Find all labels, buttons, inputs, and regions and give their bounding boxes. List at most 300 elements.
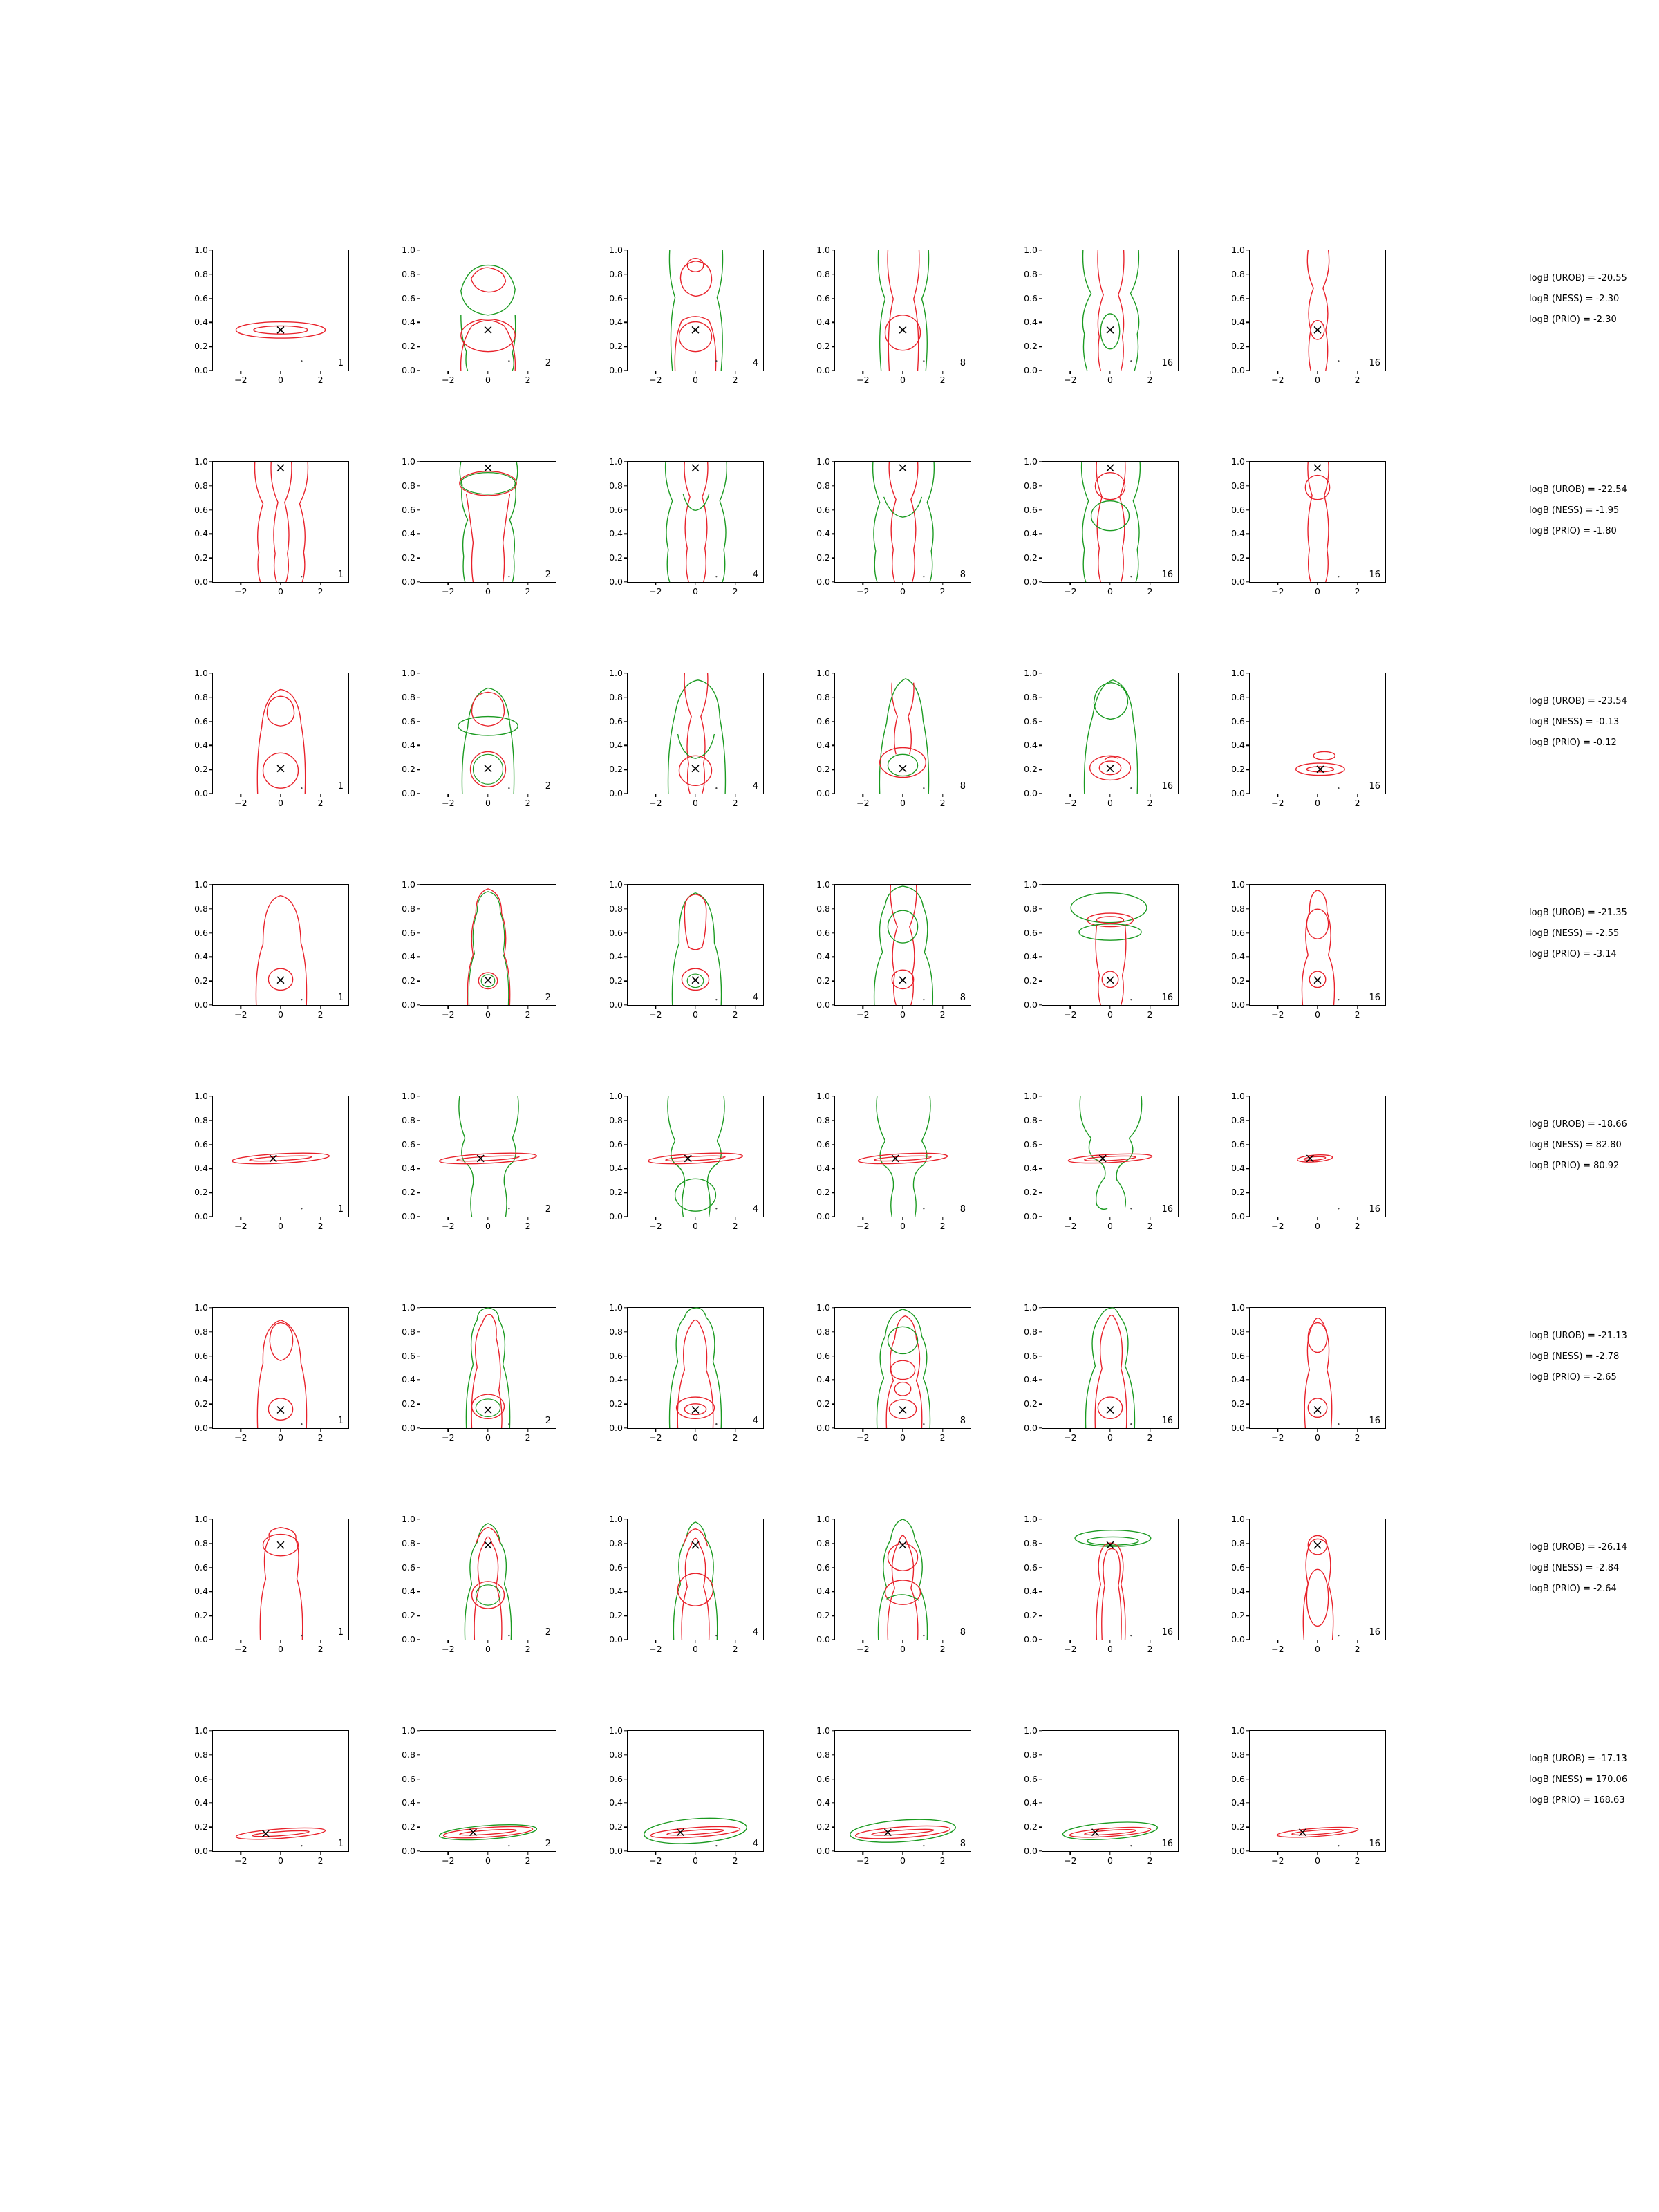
contour-panel[interactable] — [1231, 244, 1386, 385]
x-tick-label: 0 — [278, 1644, 283, 1654]
y-tick-label: 0.2 — [402, 1821, 415, 1832]
panel-corner-label: 1 — [337, 1627, 344, 1638]
x-tick-label: −2 — [1064, 798, 1077, 808]
contour-panel[interactable] — [1231, 1513, 1386, 1654]
annotation-line: logB (UROB) = -26.14 — [1529, 1542, 1627, 1553]
y-tick-label: 1.0 — [402, 1302, 415, 1313]
contour-panel[interactable] — [1231, 456, 1386, 597]
x-tick-label: 0 — [1315, 1009, 1320, 1020]
x-tick-label: 2 — [317, 1009, 324, 1020]
contour-panel[interactable] — [609, 244, 764, 385]
y-tick-label: 1.0 — [609, 244, 623, 255]
annotation-line: logB (PRIO) = -1.80 — [1529, 526, 1617, 536]
panel-corner-label: 2 — [545, 358, 551, 368]
x-tick-label: 2 — [317, 375, 324, 385]
x-tick-label: 2 — [317, 798, 324, 808]
contour-panel[interactable] — [1231, 1090, 1386, 1231]
y-tick-label: 0.2 — [402, 1609, 415, 1620]
x-tick-label: 2 — [525, 1855, 531, 1866]
x-tick-label: −2 — [442, 1644, 455, 1654]
x-tick-label: 0 — [1107, 1221, 1113, 1231]
y-tick-label: 0.2 — [1231, 1398, 1245, 1409]
subplot-cell — [176, 1303, 362, 1470]
y-tick-label: 0.0 — [194, 787, 208, 798]
panel-corner-label: 4 — [752, 1627, 758, 1638]
y-tick-label: 0.8 — [194, 691, 208, 702]
x-tick-label: 0 — [693, 1009, 698, 1020]
contour-panel[interactable] — [1024, 1725, 1179, 1866]
y-tick-label: 0.0 — [1024, 364, 1038, 375]
subplot-cell — [1006, 668, 1191, 836]
y-tick-label: 1.0 — [1024, 1090, 1038, 1101]
panel-corner-label: 1 — [337, 1839, 344, 1849]
panel-corner-label: 1 — [337, 1204, 344, 1215]
contour-panel[interactable] — [609, 667, 764, 808]
x-tick-label: −2 — [649, 1009, 662, 1020]
panel-corner-label: 1 — [337, 781, 344, 791]
x-tick-label: 0 — [485, 375, 491, 385]
y-tick-label: 0.0 — [1024, 1210, 1038, 1221]
y-tick-label: 0.2 — [1024, 763, 1038, 774]
y-tick-label: 0.0 — [194, 1845, 208, 1856]
x-tick-label: −2 — [856, 375, 870, 385]
x-tick-label: −2 — [1271, 1009, 1284, 1020]
y-tick-label: 1.0 — [402, 1513, 415, 1524]
contour-panel[interactable] — [1024, 456, 1179, 597]
subplot-cell — [1213, 245, 1398, 413]
y-tick-label: 0.4 — [1024, 1374, 1038, 1385]
contour-panel[interactable] — [194, 1090, 349, 1231]
y-tick-label: 0.8 — [1231, 1749, 1245, 1760]
y-tick-label: 0.4 — [816, 317, 830, 328]
x-tick-label: 2 — [1147, 1432, 1153, 1443]
y-tick-label: 1.0 — [194, 1513, 208, 1524]
y-tick-label: 0.8 — [402, 903, 415, 914]
contour-panel[interactable] — [1231, 1725, 1386, 1866]
y-tick-label: 0.8 — [816, 1749, 830, 1760]
panel-corner-label: 16 — [1369, 1204, 1380, 1215]
x-tick-label: −2 — [1271, 1432, 1284, 1443]
y-tick-label: 0.0 — [1231, 364, 1245, 375]
subplot-cell — [1213, 880, 1398, 1047]
contour-panel[interactable] — [402, 456, 556, 597]
panel-corner-label: 16 — [1161, 993, 1173, 1003]
panel-corner-label: 2 — [545, 1416, 551, 1426]
x-tick-label: 2 — [317, 1644, 324, 1654]
subplot-cell — [591, 1726, 776, 1893]
contour-panel[interactable] — [194, 1725, 349, 1866]
subplot-cell — [1213, 457, 1398, 624]
subplot-cell — [1006, 1726, 1191, 1893]
y-tick-label: 0.6 — [194, 1138, 208, 1150]
contour-panel[interactable] — [194, 1302, 349, 1443]
y-tick-label: 1.0 — [609, 879, 623, 890]
y-tick-label: 0.6 — [609, 927, 623, 938]
y-tick-label: 0.8 — [194, 480, 208, 491]
panel-corner-label: 1 — [337, 993, 344, 1003]
y-tick-label: 0.4 — [816, 1163, 830, 1174]
y-tick-label: 0.2 — [609, 1398, 623, 1409]
annotation-line: logB (UROB) = -22.54 — [1529, 485, 1627, 495]
annotation-line: logB (PRIO) = 80.92 — [1529, 1161, 1620, 1171]
y-tick-label: 0.4 — [194, 1163, 208, 1174]
contour-panel[interactable] — [1231, 879, 1386, 1020]
y-tick-label: 0.4 — [194, 740, 208, 751]
y-tick-label: 0.6 — [1231, 504, 1245, 515]
subplot-cell — [1213, 668, 1398, 836]
y-tick-label: 0.4 — [609, 1163, 623, 1174]
contour-panel[interactable] — [609, 1302, 764, 1443]
subplot-cell — [591, 1303, 776, 1470]
y-tick-label: 0.0 — [1024, 1422, 1038, 1433]
panel-corner-label: 16 — [1369, 1416, 1380, 1426]
contour-panel[interactable] — [1024, 879, 1179, 1020]
annotation-line: logB (NESS) = -2.78 — [1529, 1351, 1620, 1362]
y-tick-label: 0.4 — [402, 1163, 415, 1174]
contour-panel[interactable] — [194, 244, 349, 385]
contour-panel[interactable] — [609, 1513, 764, 1654]
x-tick-label: 0 — [1107, 1855, 1113, 1866]
contour-panel[interactable] — [609, 1725, 764, 1866]
x-tick-label: −2 — [1271, 375, 1284, 385]
y-tick-label: 1.0 — [609, 1513, 623, 1524]
y-tick-label: 1.0 — [194, 244, 208, 255]
y-tick-label: 1.0 — [1231, 1302, 1245, 1313]
panel-corner-label: 8 — [959, 781, 966, 791]
y-tick-label: 0.6 — [402, 715, 415, 727]
y-tick-label: 0.0 — [1231, 1210, 1245, 1221]
y-tick-label: 0.8 — [1024, 903, 1038, 914]
y-tick-label: 0.2 — [609, 1609, 623, 1620]
y-tick-label: 0.0 — [816, 1845, 830, 1856]
y-tick-label: 0.4 — [1231, 951, 1245, 962]
contour-panel[interactable] — [1231, 667, 1386, 808]
y-tick-label: 0.2 — [402, 552, 415, 563]
y-tick-label: 0.8 — [816, 1114, 830, 1125]
y-tick-label: 0.0 — [1024, 576, 1038, 587]
subplot-cell — [591, 668, 776, 836]
y-tick-label: 0.8 — [1024, 691, 1038, 702]
y-tick-label: 0.2 — [609, 340, 623, 351]
x-tick-label: 2 — [1147, 1221, 1153, 1231]
row-annotation — [1529, 697, 1627, 759]
x-tick-label: 0 — [1107, 1644, 1113, 1654]
x-tick-label: 2 — [939, 1644, 946, 1654]
y-tick-label: 0.8 — [609, 1326, 623, 1337]
annotation-line: logB (NESS) = -2.84 — [1529, 1563, 1620, 1573]
y-tick-label: 0.0 — [609, 999, 623, 1010]
y-tick-label: 0.0 — [609, 364, 623, 375]
contour-panel[interactable] — [194, 1513, 349, 1654]
x-tick-label: 0 — [693, 1855, 698, 1866]
y-tick-label: 0.0 — [609, 1845, 623, 1856]
y-tick-label: 0.2 — [1024, 1609, 1038, 1620]
contour-panel[interactable] — [1024, 667, 1179, 808]
y-tick-label: 1.0 — [1231, 1725, 1245, 1736]
y-tick-label: 0.6 — [1024, 1773, 1038, 1784]
x-tick-label: 2 — [1147, 1644, 1153, 1654]
y-tick-label: 0.2 — [609, 975, 623, 986]
x-tick-label: −2 — [649, 1855, 662, 1866]
subplot-cell — [591, 245, 776, 413]
contour-panel[interactable] — [609, 879, 764, 1020]
x-tick-label: 0 — [900, 1432, 906, 1443]
x-tick-label: 2 — [1354, 1644, 1360, 1654]
y-tick-label: 0.8 — [402, 1114, 415, 1125]
x-tick-label: −2 — [649, 586, 662, 597]
y-tick-label: 0.0 — [1024, 999, 1038, 1010]
x-tick-label: −2 — [234, 1644, 247, 1654]
y-tick-label: 1.0 — [816, 1302, 830, 1313]
y-tick-label: 0.2 — [609, 763, 623, 774]
y-tick-label: 1.0 — [816, 1513, 830, 1524]
contour-panel[interactable] — [402, 879, 556, 1020]
x-tick-label: 2 — [732, 1432, 738, 1443]
y-tick-label: 0.4 — [609, 1374, 623, 1385]
x-tick-label: 2 — [1354, 1432, 1360, 1443]
panel-corner-label: 8 — [959, 1627, 966, 1638]
panel-corner-label: 16 — [1369, 570, 1380, 580]
y-tick-label: 0.0 — [402, 1210, 415, 1221]
panel-corner-label: 8 — [959, 570, 966, 580]
y-tick-label: 0.0 — [402, 787, 415, 798]
y-tick-label: 1.0 — [402, 456, 415, 467]
x-tick-label: −2 — [234, 1221, 247, 1231]
y-tick-label: 0.0 — [816, 1422, 830, 1433]
y-tick-label: 0.0 — [816, 364, 830, 375]
y-tick-label: 0.6 — [194, 504, 208, 515]
contour-panel[interactable] — [1024, 244, 1179, 385]
y-tick-label: 0.2 — [402, 1398, 415, 1409]
x-tick-label: 0 — [1107, 1432, 1113, 1443]
contour-panel[interactable] — [402, 1513, 556, 1654]
x-tick-label: 0 — [1315, 1855, 1320, 1866]
contour-panel[interactable] — [816, 244, 971, 385]
y-tick-label: 0.4 — [1024, 951, 1038, 962]
contour-panel[interactable] — [816, 1302, 971, 1443]
y-tick-label: 1.0 — [194, 1725, 208, 1736]
y-tick-label: 1.0 — [194, 1302, 208, 1313]
x-tick-label: 0 — [900, 1221, 906, 1231]
contour-panel[interactable] — [194, 879, 349, 1020]
x-tick-label: 2 — [525, 1644, 531, 1654]
y-tick-label: 0.6 — [1024, 1138, 1038, 1150]
panel-corner-label: 2 — [545, 570, 551, 580]
y-tick-label: 0.8 — [1024, 1326, 1038, 1337]
y-tick-label: 0.0 — [816, 999, 830, 1010]
y-tick-label: 0.4 — [609, 528, 623, 539]
y-tick-label: 1.0 — [194, 879, 208, 890]
panel-corner-label: 4 — [752, 358, 758, 368]
y-tick-label: 0.0 — [1024, 1845, 1038, 1856]
y-tick-label: 0.6 — [194, 1773, 208, 1784]
y-tick-label: 0.4 — [194, 528, 208, 539]
x-tick-label: −2 — [1064, 1221, 1077, 1231]
contour-panel[interactable] — [194, 456, 349, 597]
row-annotation — [1529, 274, 1627, 336]
y-tick-label: 1.0 — [194, 667, 208, 678]
y-tick-label: 0.6 — [1231, 927, 1245, 938]
y-tick-label: 0.2 — [609, 552, 623, 563]
x-tick-label: 0 — [278, 1432, 283, 1443]
x-tick-label: 2 — [525, 1009, 531, 1020]
contour-panel[interactable] — [609, 456, 764, 597]
contour-panel[interactable] — [1024, 1090, 1179, 1231]
x-tick-label: 0 — [900, 1855, 906, 1866]
y-tick-label: 0.8 — [194, 268, 208, 279]
y-tick-label: 0.8 — [1024, 1537, 1038, 1548]
contour-panel[interactable] — [816, 1725, 971, 1866]
subplot-cell — [176, 880, 362, 1047]
y-tick-label: 0.4 — [609, 951, 623, 962]
y-tick-label: 1.0 — [1024, 1725, 1038, 1736]
y-tick-label: 0.6 — [402, 504, 415, 515]
subplot-cell — [1006, 1303, 1191, 1470]
x-tick-label: −2 — [442, 798, 455, 808]
y-tick-label: 1.0 — [1024, 667, 1038, 678]
contour-panel[interactable] — [1231, 1302, 1386, 1443]
x-tick-label: 0 — [693, 1432, 698, 1443]
y-tick-label: 0.8 — [1231, 480, 1245, 491]
y-tick-label: 1.0 — [816, 244, 830, 255]
x-tick-label: 2 — [525, 375, 531, 385]
y-tick-label: 0.6 — [1231, 1773, 1245, 1784]
annotation-line: logB (UROB) = -21.13 — [1529, 1331, 1627, 1341]
y-tick-label: 0.4 — [194, 951, 208, 962]
contour-panel[interactable] — [816, 1090, 971, 1231]
annotation-line: logB (NESS) = -2.30 — [1529, 294, 1620, 304]
x-tick-label: −2 — [856, 1221, 870, 1231]
contour-panel[interactable] — [816, 667, 971, 808]
y-tick-label: 0.8 — [194, 1537, 208, 1548]
y-tick-label: 1.0 — [1231, 1090, 1245, 1101]
x-tick-label: 0 — [1315, 375, 1320, 385]
y-tick-label: 0.2 — [816, 1821, 830, 1832]
x-tick-label: 0 — [693, 586, 698, 597]
y-tick-label: 0.8 — [1024, 268, 1038, 279]
y-tick-label: 1.0 — [609, 1090, 623, 1101]
x-tick-label: 0 — [485, 1644, 491, 1654]
y-tick-label: 1.0 — [402, 667, 415, 678]
subplot-cell — [798, 1726, 984, 1893]
y-tick-label: 0.4 — [609, 1586, 623, 1597]
y-tick-label: 0.0 — [1231, 576, 1245, 587]
y-tick-label: 0.4 — [609, 1797, 623, 1808]
y-tick-label: 0.4 — [1024, 528, 1038, 539]
y-tick-label: 0.6 — [1024, 715, 1038, 727]
row-annotation — [1529, 1543, 1627, 1605]
x-tick-label: 0 — [278, 1009, 283, 1020]
y-tick-label: 0.2 — [816, 552, 830, 563]
panel-corner-label: 4 — [752, 1839, 758, 1849]
contour-panel[interactable] — [609, 1090, 764, 1231]
x-tick-label: 2 — [525, 798, 531, 808]
subplot-cell — [591, 880, 776, 1047]
y-tick-label: 0.6 — [1231, 1138, 1245, 1150]
contour-panel[interactable] — [1024, 1302, 1179, 1443]
contour-panel[interactable] — [816, 879, 971, 1020]
subplot-cell — [798, 457, 984, 624]
y-tick-label: 1.0 — [816, 667, 830, 678]
contour-panel[interactable] — [402, 1302, 556, 1443]
y-tick-label: 0.4 — [609, 317, 623, 328]
y-tick-label: 0.0 — [194, 1210, 208, 1221]
y-tick-label: 1.0 — [609, 1302, 623, 1313]
row-annotation — [1529, 485, 1627, 547]
contour-panel[interactable] — [402, 244, 556, 385]
row-annotation — [1529, 1120, 1627, 1182]
y-tick-label: 0.8 — [609, 1749, 623, 1760]
contour-panel[interactable] — [402, 1725, 556, 1866]
x-tick-label: −2 — [1064, 375, 1077, 385]
y-tick-label: 0.8 — [402, 691, 415, 702]
y-tick-label: 0.6 — [816, 1138, 830, 1150]
y-tick-label: 1.0 — [609, 456, 623, 467]
y-tick-label: 0.4 — [816, 740, 830, 751]
annotation-line: logB (UROB) = -21.35 — [1529, 908, 1627, 918]
contour-panel[interactable] — [402, 1090, 556, 1231]
row-annotation — [1529, 1754, 1627, 1817]
contour-panel[interactable] — [816, 1513, 971, 1654]
x-tick-label: −2 — [856, 1855, 870, 1866]
subplot-cell — [1213, 1091, 1398, 1259]
subplot-cell — [176, 1515, 362, 1682]
contour-panel[interactable] — [402, 667, 556, 808]
x-tick-label: −2 — [442, 586, 455, 597]
y-tick-label: 0.4 — [1024, 1797, 1038, 1808]
y-tick-label: 0.2 — [816, 340, 830, 351]
annotation-line: logB (NESS) = -1.95 — [1529, 505, 1620, 516]
y-tick-label: 0.0 — [194, 1422, 208, 1433]
x-tick-label: 2 — [1354, 1855, 1360, 1866]
x-tick-label: 0 — [693, 1644, 698, 1654]
subplot-cell — [798, 1515, 984, 1682]
panel-corner-label: 16 — [1369, 781, 1380, 791]
subplot-cell — [176, 1091, 362, 1259]
y-tick-label: 0.2 — [1231, 763, 1245, 774]
x-tick-label: 2 — [1354, 586, 1360, 597]
y-tick-label: 0.4 — [1231, 317, 1245, 328]
x-tick-label: 0 — [1315, 1432, 1320, 1443]
subplot-cell — [1213, 1303, 1398, 1470]
x-tick-label: 2 — [939, 1855, 946, 1866]
y-tick-label: 0.0 — [1231, 999, 1245, 1010]
y-tick-label: 0.8 — [816, 691, 830, 702]
y-tick-label: 0.0 — [609, 787, 623, 798]
y-tick-label: 1.0 — [402, 244, 415, 255]
x-tick-label: 2 — [732, 1221, 738, 1231]
y-tick-label: 0.6 — [1231, 1350, 1245, 1361]
y-tick-label: 1.0 — [816, 879, 830, 890]
contour-panel[interactable] — [194, 667, 349, 808]
x-tick-label: −2 — [1064, 1644, 1077, 1654]
x-tick-label: −2 — [649, 1432, 662, 1443]
y-tick-label: 1.0 — [1231, 667, 1245, 678]
y-tick-label: 0.4 — [1024, 317, 1038, 328]
annotation-line: logB (PRIO) = -2.65 — [1529, 1372, 1617, 1382]
y-tick-label: 0.2 — [1231, 552, 1245, 563]
y-tick-label: 0.8 — [816, 480, 830, 491]
contour-panel[interactable] — [1024, 1513, 1179, 1654]
x-tick-label: 0 — [278, 1855, 283, 1866]
subplot-cell — [384, 1726, 569, 1893]
x-tick-label: 0 — [1107, 798, 1113, 808]
y-tick-label: 0.6 — [816, 715, 830, 727]
contour-panel[interactable] — [816, 456, 971, 597]
y-tick-label: 1.0 — [1024, 456, 1038, 467]
y-tick-label: 0.0 — [1231, 1422, 1245, 1433]
annotation-line: logB (PRIO) = -2.64 — [1529, 1584, 1617, 1594]
